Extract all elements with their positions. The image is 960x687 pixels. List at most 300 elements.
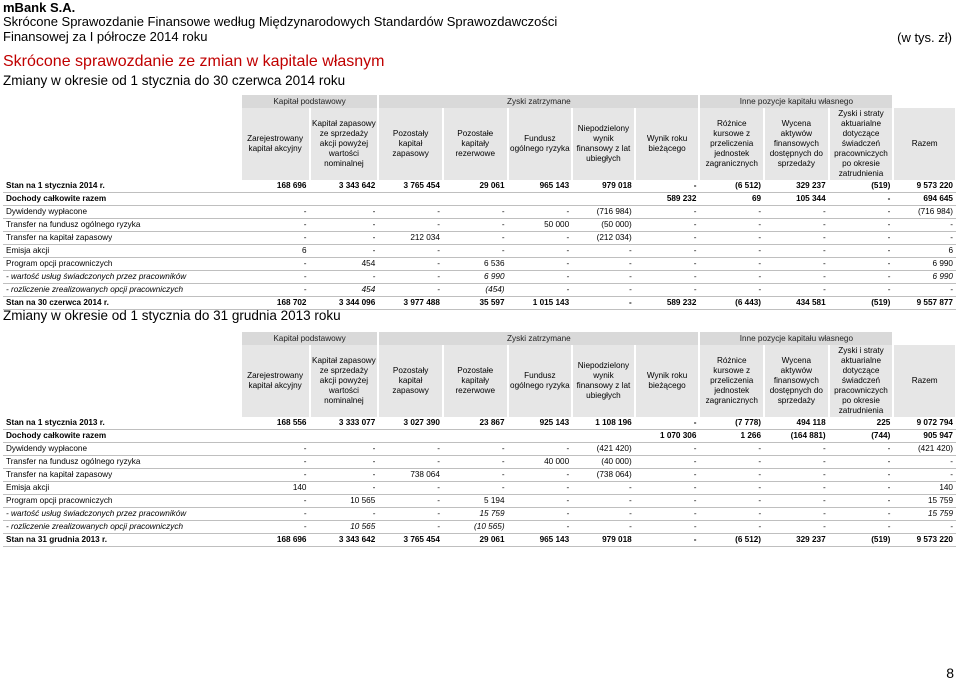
table-cell: - (508, 469, 573, 482)
company-name: mBank S.A. (3, 0, 76, 15)
table-cell: - (764, 284, 829, 297)
table-cell: - (893, 521, 956, 534)
table-cell: (10 565) (443, 521, 508, 534)
table-cell: - (829, 193, 894, 206)
table-cell: - (829, 271, 894, 284)
table-cell: - (635, 521, 700, 534)
table-cell: - (764, 508, 829, 521)
table-cell: - (508, 482, 573, 495)
table-cell: - (635, 180, 700, 193)
table-cell: 29 061 (443, 534, 508, 547)
table-cell: 965 143 (508, 180, 573, 193)
table-cell: 3 343 642 (310, 534, 379, 547)
table-cell: 35 597 (443, 297, 508, 310)
table-cell: - (635, 495, 700, 508)
row-label: Dywidendy wypłacone (3, 206, 241, 219)
table-cell: - (829, 245, 894, 258)
table-cell: 168 696 (241, 534, 310, 547)
table-cell: - (764, 219, 829, 232)
column-header: Niepodzielony wynik finansowy z lat ubiegłych (572, 108, 635, 180)
table-cell: (421 420) (572, 443, 635, 456)
row-label: Stan na 30 czerwca 2014 r. (3, 297, 241, 310)
table-cell: - (241, 232, 310, 245)
table-cell: 10 565 (310, 495, 379, 508)
table-cell: - (829, 284, 894, 297)
column-header: Zarejestrowany kapitał akcyjny (241, 345, 310, 417)
table-cell: 6 990 (443, 271, 508, 284)
table-row (3, 284, 956, 297)
table-cell: 6 536 (443, 258, 508, 271)
table-cell: 225 (829, 417, 894, 430)
table-cell: - (699, 258, 764, 271)
table-cell (310, 430, 379, 443)
table-cell: - (699, 508, 764, 521)
table-cell: - (443, 245, 508, 258)
column-header: Fundusz ogólnego ryzyka (508, 345, 573, 417)
table-cell: (6 443) (699, 297, 764, 310)
currency-unit: (w tys. zł) (897, 30, 952, 45)
table-cell: - (241, 206, 310, 219)
table-cell: 3 977 488 (378, 297, 443, 310)
row-label: Transfer na fundusz ogólnego ryzyka (3, 456, 241, 469)
group-header-row (3, 95, 956, 108)
table-row (3, 443, 956, 456)
table-cell: 589 232 (635, 297, 700, 310)
column-header: Wynik roku bieżącego (635, 108, 700, 180)
row-label: Transfer na kapitał zapasowy (3, 469, 241, 482)
table-cell: - (829, 443, 894, 456)
table-cell: 454 (310, 258, 379, 271)
table-cell: 23 867 (443, 417, 508, 430)
table-cell: - (829, 495, 894, 508)
table-cell: - (635, 456, 700, 469)
table-row (3, 534, 956, 547)
table-cell: - (310, 482, 379, 495)
row-label: Stan na 1 stycznia 2014 r. (3, 180, 241, 193)
table-cell: - (764, 245, 829, 258)
column-header-row (3, 108, 956, 180)
table-cell: - (378, 482, 443, 495)
equity-changes-table-2014 (3, 95, 957, 310)
table-cell: - (764, 258, 829, 271)
table-cell: - (241, 284, 310, 297)
table-cell: 3 765 454 (378, 534, 443, 547)
table-row (3, 258, 956, 271)
row-label: Program opcji pracowniczych (3, 495, 241, 508)
row-label: - rozliczenie zrealizowanych opcji pracowniczych (3, 284, 241, 297)
table-cell: - (378, 443, 443, 456)
table-cell: - (443, 456, 508, 469)
table-row (3, 469, 956, 482)
table-cell: - (829, 482, 894, 495)
table-cell: 212 034 (378, 232, 443, 245)
table-cell: (50 000) (572, 219, 635, 232)
table-cell: - (508, 206, 573, 219)
table-cell: - (572, 284, 635, 297)
column-header: Zyski i straty aktuarialne dotyczące świadczeń pracowniczych po okresie zatrudnienia (829, 345, 894, 417)
column-header: Razem (893, 345, 956, 417)
table-row (3, 271, 956, 284)
table-cell: 10 565 (310, 521, 379, 534)
table-cell: (716 984) (572, 206, 635, 219)
table-cell: 6 990 (893, 258, 956, 271)
column-header: Wynik roku bieżącego (635, 345, 700, 417)
table-cell: - (443, 469, 508, 482)
table-cell: (6 512) (699, 534, 764, 547)
row-label: Program opcji pracowniczych (3, 258, 241, 271)
table-cell: 694 645 (893, 193, 956, 206)
table-cell: - (699, 206, 764, 219)
column-header: Wycena aktywów finansowych dostępnych do sprzedaży (764, 108, 829, 180)
table-cell: - (310, 206, 379, 219)
table-cell: - (635, 534, 700, 547)
table-cell: (716 984) (893, 206, 956, 219)
table-cell: 494 118 (764, 417, 829, 430)
table-cell: - (572, 508, 635, 521)
table-cell: - (310, 232, 379, 245)
section2-subtitle: Zmiany w okresie od 1 stycznia do 31 grudnia 2013 roku (3, 308, 341, 323)
table-cell: (6 512) (699, 180, 764, 193)
table-cell: - (241, 495, 310, 508)
group-header-row (3, 332, 956, 345)
table-cell: - (310, 219, 379, 232)
table-cell: 140 (241, 482, 310, 495)
table-cell: - (699, 245, 764, 258)
row-label: Emisja akcji (3, 482, 241, 495)
table-cell: 168 702 (241, 297, 310, 310)
table-cell: 3 344 096 (310, 297, 379, 310)
table-row (3, 508, 956, 521)
table-row (3, 482, 956, 495)
table-cell: (744) (829, 430, 894, 443)
table-cell: - (699, 284, 764, 297)
table-cell: - (699, 219, 764, 232)
table-cell: 965 143 (508, 534, 573, 547)
table-cell: - (635, 219, 700, 232)
column-header: Fundusz ogólnego ryzyka (508, 108, 573, 180)
table-cell (310, 193, 379, 206)
table-cell: - (508, 258, 573, 271)
table-cell: - (635, 206, 700, 219)
table-cell: - (764, 521, 829, 534)
column-header: Kapitał zapasowy ze sprzedaży akcji powyżej wartości nominalnej (310, 108, 379, 180)
table-cell: - (635, 469, 700, 482)
table-row (3, 232, 956, 245)
table-cell: - (378, 284, 443, 297)
table-cell: - (635, 508, 700, 521)
table-cell: - (893, 284, 956, 297)
table-cell: - (893, 469, 956, 482)
table-cell: - (572, 521, 635, 534)
column-header: Pozostałe kapitały rezerwowe (443, 345, 508, 417)
table-cell (572, 430, 635, 443)
table-cell (443, 430, 508, 443)
table-cell: 925 143 (508, 417, 573, 430)
table-cell: - (310, 469, 379, 482)
table-cell: 6 (241, 245, 310, 258)
table-cell: 905 947 (893, 430, 956, 443)
table-cell: 329 237 (764, 534, 829, 547)
table-cell: - (764, 206, 829, 219)
table-row (3, 219, 956, 232)
table-cell: - (635, 417, 700, 430)
table-row (3, 456, 956, 469)
table-cell: - (829, 206, 894, 219)
table-cell: 3 027 390 (378, 417, 443, 430)
table-cell: - (508, 284, 573, 297)
table-cell: 6 990 (893, 271, 956, 284)
row-label: Stan na 31 grudnia 2013 r. (3, 534, 241, 547)
column-header: Zyski i straty aktuarialne dotyczące świadczeń pracowniczych po okresie zatrudnienia (829, 108, 894, 180)
table-cell: - (241, 456, 310, 469)
table-row (3, 521, 956, 534)
table-cell (508, 193, 573, 206)
table-cell: 3 765 454 (378, 180, 443, 193)
column-header: Wycena aktywów finansowych dostępnych do sprzedaży (764, 345, 829, 417)
blank-cell (3, 345, 241, 417)
table-cell: - (829, 521, 894, 534)
column-header: Razem (893, 108, 956, 180)
table-cell: - (699, 482, 764, 495)
table-cell: - (829, 219, 894, 232)
table-cell: 15 759 (443, 508, 508, 521)
page-number: 8 (946, 665, 954, 681)
table-cell: 168 556 (241, 417, 310, 430)
table-cell: - (508, 508, 573, 521)
row-label: Dochody całkowite razem (3, 430, 241, 443)
table-cell: - (310, 443, 379, 456)
table-cell: 9 573 220 (893, 534, 956, 547)
table-cell: - (764, 271, 829, 284)
table-cell: 3 333 077 (310, 417, 379, 430)
table-cell: - (764, 482, 829, 495)
table-row (3, 193, 956, 206)
table-cell: - (572, 482, 635, 495)
table-cell (572, 193, 635, 206)
table-cell: 979 018 (572, 180, 635, 193)
table-cell: - (241, 443, 310, 456)
page-title: Skrócone sprawozdanie ze zmian w kapitale własnym (3, 53, 385, 70)
column-header: Różnice kursowe z przeliczenia jednostek zagranicznych (699, 345, 764, 417)
table-cell: (519) (829, 180, 894, 193)
table-cell: - (829, 258, 894, 271)
table-cell: - (893, 456, 956, 469)
table-cell: - (572, 258, 635, 271)
table-cell: (738 064) (572, 469, 635, 482)
row-label: - wartość usług świadczonych przez pracowników (3, 271, 241, 284)
section1-subtitle: Zmiany w okresie od 1 stycznia do 30 czerwca 2014 roku (3, 73, 346, 88)
table-cell: - (310, 245, 379, 258)
row-label: - rozliczenie zrealizowanych opcji pracowniczych (3, 521, 241, 534)
table-cell: (519) (829, 297, 894, 310)
table-cell: - (699, 495, 764, 508)
table-cell (508, 430, 573, 443)
group-header: Inne pozycje kapitału własnego (699, 332, 893, 345)
table-cell: - (378, 456, 443, 469)
table-cell: - (508, 521, 573, 534)
table-cell: 5 194 (443, 495, 508, 508)
group-header: Kapitał podstawowy (241, 332, 379, 345)
column-header: Różnice kursowe z przeliczenia jednostek zagranicznych (699, 108, 764, 180)
table-cell: - (635, 245, 700, 258)
table-cell: - (241, 469, 310, 482)
group-header: Inne pozycje kapitału własnego (699, 95, 893, 108)
table-cell: - (241, 219, 310, 232)
table-cell: - (508, 271, 573, 284)
table-cell: 15 759 (893, 508, 956, 521)
table-cell: - (635, 232, 700, 245)
table-cell: - (635, 284, 700, 297)
column-header: Zarejestrowany kapitał akcyjny (241, 108, 310, 180)
table-cell: 40 000 (508, 456, 573, 469)
table-cell: - (635, 443, 700, 456)
table-cell: 329 237 (764, 180, 829, 193)
table-cell: 6 (893, 245, 956, 258)
table-cell: - (829, 456, 894, 469)
table-cell: - (378, 271, 443, 284)
blank-cell (3, 95, 241, 108)
table-cell: 9 573 220 (893, 180, 956, 193)
table-cell: 15 759 (893, 495, 956, 508)
table-cell: - (764, 456, 829, 469)
table-cell: 1 070 306 (635, 430, 700, 443)
table-cell (443, 193, 508, 206)
column-header: Pozostałe kapitały rezerwowe (443, 108, 508, 180)
table-cell: (164 881) (764, 430, 829, 443)
table-cell: (7 778) (699, 417, 764, 430)
table-cell: (519) (829, 534, 894, 547)
table-cell: 105 344 (764, 193, 829, 206)
table-cell: - (764, 443, 829, 456)
table-cell: - (699, 521, 764, 534)
table-cell: 29 061 (443, 180, 508, 193)
table-cell: - (893, 219, 956, 232)
table-row (3, 180, 956, 193)
table-cell: - (635, 482, 700, 495)
table-cell: - (443, 206, 508, 219)
table-cell: - (508, 495, 573, 508)
table-cell: - (378, 206, 443, 219)
group-header: Zyski zatrzymane (378, 332, 699, 345)
table-cell (378, 193, 443, 206)
table-cell: (454) (443, 284, 508, 297)
table-cell: 454 (310, 284, 379, 297)
column-header-row (3, 345, 956, 417)
row-label: Transfer na kapitał zapasowy (3, 232, 241, 245)
table-cell: - (572, 297, 635, 310)
table-cell: 9 557 877 (893, 297, 956, 310)
table-cell: 3 343 642 (310, 180, 379, 193)
table-cell: 1 266 (699, 430, 764, 443)
table-cell: - (699, 456, 764, 469)
table-cell: 1 015 143 (508, 297, 573, 310)
table-cell: - (310, 508, 379, 521)
table-cell: - (378, 508, 443, 521)
report-period-line: Finansowej za I półrocze 2014 roku (3, 29, 208, 44)
table-cell: - (635, 258, 700, 271)
table-cell: (212 034) (572, 232, 635, 245)
column-header: Pozostały kapitał zapasowy (378, 108, 443, 180)
table-cell: (40 000) (572, 456, 635, 469)
table-cell: - (893, 232, 956, 245)
table-cell: - (378, 258, 443, 271)
group-header: Kapitał podstawowy (241, 95, 379, 108)
row-label: Transfer na fundusz ogólnego ryzyka (3, 219, 241, 232)
blank-cell (3, 108, 241, 180)
column-header: Kapitał zapasowy ze sprzedaży akcji powyżej wartości nominalnej (310, 345, 379, 417)
table-cell: - (443, 482, 508, 495)
row-label: Dywidendy wypłacone (3, 443, 241, 456)
table-cell: - (829, 508, 894, 521)
blank-cell (893, 332, 956, 345)
table-row (3, 430, 956, 443)
table-cell: - (443, 232, 508, 245)
table-cell: 589 232 (635, 193, 700, 206)
table-cell: - (378, 245, 443, 258)
table-cell: 50 000 (508, 219, 573, 232)
table-cell: - (699, 443, 764, 456)
table-cell: - (829, 232, 894, 245)
table-cell: - (829, 469, 894, 482)
table-row (3, 245, 956, 258)
row-label: Emisja akcji (3, 245, 241, 258)
group-header: Zyski zatrzymane (378, 95, 699, 108)
table-cell: - (443, 443, 508, 456)
table-row (3, 206, 956, 219)
table-cell: 434 581 (764, 297, 829, 310)
table-cell: - (699, 232, 764, 245)
equity-changes-table-2013 (3, 332, 957, 547)
table-cell (241, 193, 310, 206)
table-cell: - (699, 271, 764, 284)
table-cell: - (241, 271, 310, 284)
table-cell: - (241, 508, 310, 521)
table-cell: - (378, 495, 443, 508)
table-row (3, 495, 956, 508)
table-cell: - (508, 245, 573, 258)
table-cell: - (635, 271, 700, 284)
table-cell: 738 064 (378, 469, 443, 482)
row-label: Dochody całkowite razem (3, 193, 241, 206)
table-cell: - (378, 521, 443, 534)
table-cell: - (310, 456, 379, 469)
table-cell: 140 (893, 482, 956, 495)
blank-cell (3, 332, 241, 345)
table-cell: - (508, 443, 573, 456)
table-cell: - (241, 521, 310, 534)
table-cell (378, 430, 443, 443)
table-cell: - (764, 232, 829, 245)
table-cell: - (443, 219, 508, 232)
table-cell: - (764, 495, 829, 508)
row-label: - wartość usług świadczonych przez pracowników (3, 508, 241, 521)
table-cell (241, 430, 310, 443)
table-cell: - (572, 245, 635, 258)
column-header: Niepodzielony wynik finansowy z lat ubiegłych (572, 345, 635, 417)
table-cell: 1 108 196 (572, 417, 635, 430)
row-label: Stan na 1 stycznia 2013 r. (3, 417, 241, 430)
table-cell: - (508, 232, 573, 245)
table-cell: - (378, 219, 443, 232)
table-cell: (421 420) (893, 443, 956, 456)
blank-cell (893, 95, 956, 108)
table-cell: 979 018 (572, 534, 635, 547)
table-cell: - (764, 469, 829, 482)
table-cell: 168 696 (241, 180, 310, 193)
table-cell: 69 (699, 193, 764, 206)
table-cell: - (572, 495, 635, 508)
table-cell: - (310, 271, 379, 284)
